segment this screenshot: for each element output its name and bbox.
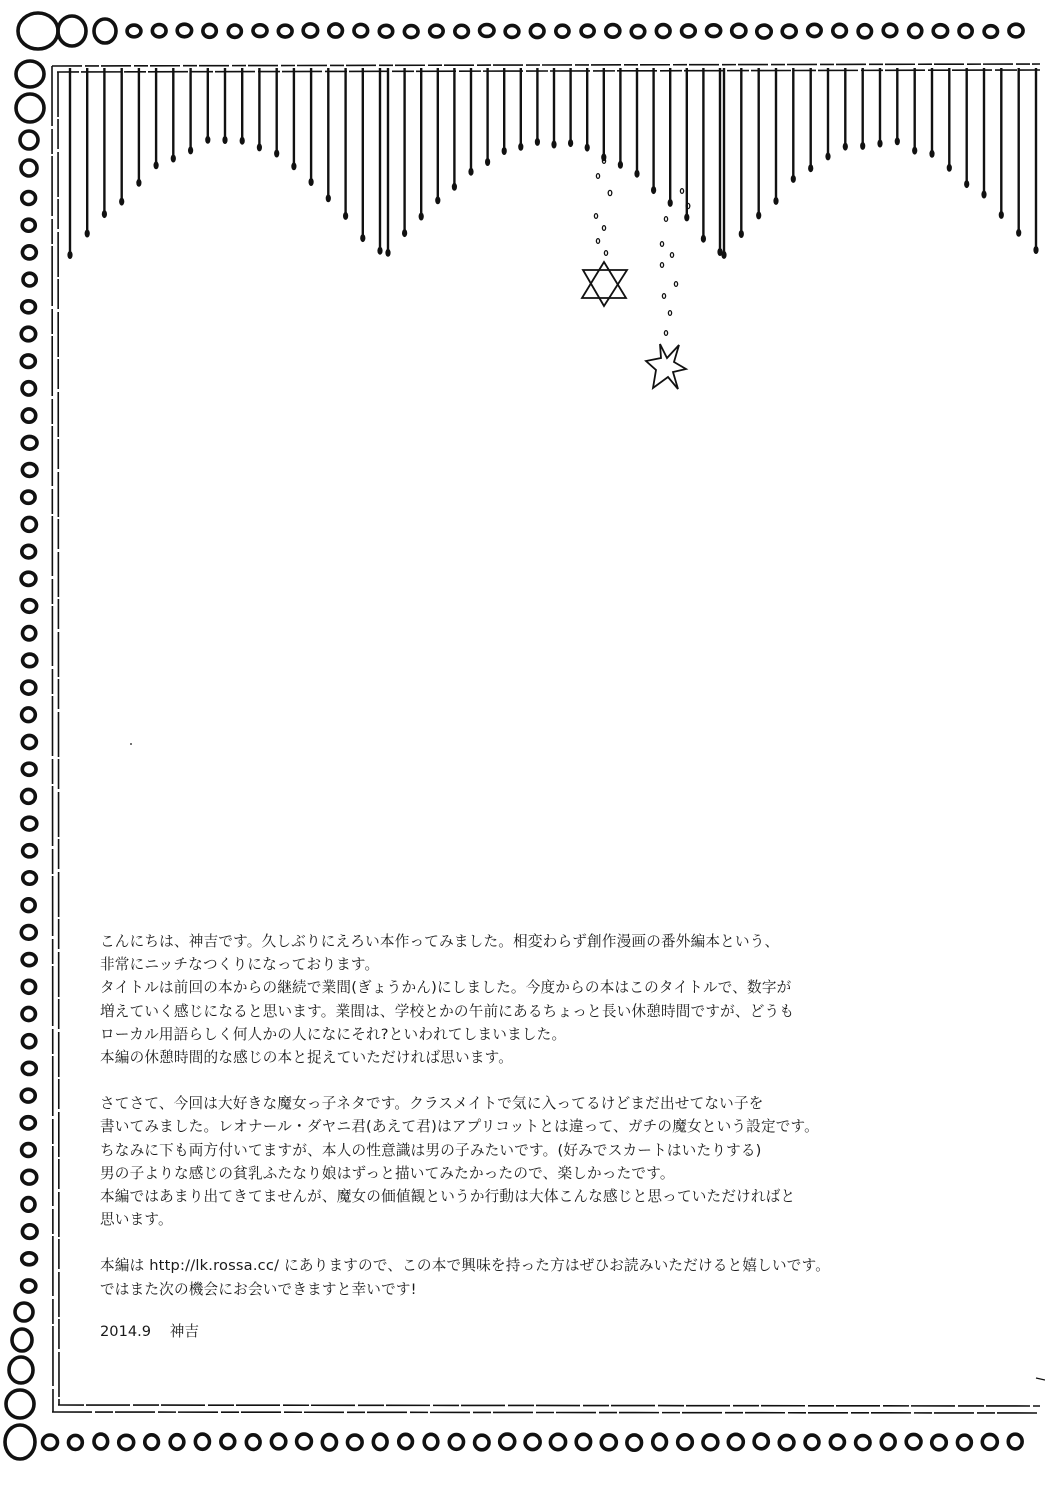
text-line: ちなみに下も両方付いてますが、本人の性意識は男の子みたいです。(好みでスカートはいたりする)	[100, 1141, 762, 1159]
border-circle	[1009, 24, 1023, 37]
paragraph-gap	[100, 1231, 960, 1254]
border-circle	[399, 1434, 413, 1448]
text-line: 書いてみました。レオナール・ダヤニ君(あえて君)はアプリコットとは違って、ガチの魔女という設定です。	[100, 1118, 819, 1136]
border-circle	[480, 25, 494, 37]
border-circle	[22, 1144, 36, 1157]
text-line: こんにちは、神吉です。久しぶりにえろい本作ってみました。相変わらず創作漫画の番外編本という、	[100, 933, 780, 950]
curtain-bead	[1033, 246, 1038, 254]
curtain-bead	[136, 179, 141, 187]
border-circle	[22, 789, 36, 803]
text-line: 本編は http://lk.rossa.cc/ にありますので、この本で興味を持った方はぜひお読みいただけると嬉しいです。	[100, 1257, 830, 1275]
border-circle	[221, 1435, 235, 1449]
text-line: 本編の休憩時間的な感じの本と捉えていただければ思います。	[100, 1049, 514, 1067]
star-icon	[646, 344, 686, 389]
border-circle	[22, 626, 35, 639]
border-circle	[21, 1117, 35, 1129]
border-circle	[22, 1280, 36, 1292]
top-circle-border	[18, 13, 1023, 49]
curtain-bead	[154, 161, 159, 169]
curtain-bead	[102, 210, 107, 218]
border-circle	[22, 899, 35, 912]
curtain-bead	[67, 251, 72, 259]
afterword-text	[100, 930, 960, 1301]
border-circle	[703, 1435, 718, 1450]
border-circle	[22, 1198, 35, 1212]
border-circle	[15, 1303, 33, 1321]
border-circle	[58, 16, 86, 46]
text-line: 非常にニッチなつくりになっております。	[100, 956, 380, 974]
curtain-bead	[518, 143, 523, 151]
border-circle	[9, 1357, 33, 1383]
curtain-bead	[668, 199, 673, 207]
border-circle	[22, 191, 36, 204]
curtain-bead	[171, 155, 176, 163]
border-circle	[22, 1253, 37, 1265]
curtain-bead	[309, 178, 314, 186]
curtain-bead	[756, 211, 761, 219]
curtain-bead	[291, 162, 296, 170]
border-circle	[556, 25, 569, 37]
curtain-bead	[326, 194, 331, 202]
paragraph-story	[100, 1092, 960, 1231]
border-circle	[23, 273, 36, 286]
border-circle	[805, 1435, 819, 1449]
border-circle	[21, 572, 36, 585]
curtain-bead	[568, 139, 573, 147]
curtain-bead	[791, 175, 796, 183]
text-line: 本編ではあまり出てきてませんが、魔女の価値観というか行動は大体こんな感じと思っていただければと	[100, 1188, 796, 1206]
border-circle	[20, 131, 38, 149]
border-circle	[16, 94, 44, 122]
curtain-bead	[222, 136, 227, 144]
text-line: 思います。	[100, 1211, 173, 1229]
border-circle	[932, 1435, 947, 1450]
border-circle	[43, 1435, 58, 1449]
curtain-bead	[240, 137, 245, 145]
border-circle	[22, 817, 37, 830]
curtain-bead	[535, 138, 540, 146]
border-circle	[22, 763, 36, 775]
border-circle	[18, 13, 58, 49]
curtain-bead	[739, 230, 744, 238]
curtain-bead	[485, 158, 490, 166]
border-circle	[354, 24, 368, 36]
sparkle-trail-right	[660, 189, 689, 336]
border-circle	[21, 327, 35, 341]
curtain-bead	[85, 230, 90, 238]
border-circle	[23, 654, 37, 667]
border-circle	[246, 1435, 260, 1450]
border-circle	[94, 1434, 108, 1449]
signature	[100, 1320, 199, 1341]
curtain-bead	[684, 213, 689, 221]
curtain-bead	[452, 183, 457, 191]
curtain-bead	[964, 180, 969, 188]
border-circle	[856, 1436, 870, 1450]
border-circle	[21, 1089, 35, 1102]
curtain-bead	[257, 143, 262, 151]
sparkle-trail-left	[594, 159, 611, 256]
hexagram-star-icon	[582, 262, 627, 306]
curtain-bead	[402, 229, 407, 237]
curtain-bead	[385, 249, 390, 257]
curtain-bead	[419, 213, 424, 221]
border-circle	[576, 1434, 590, 1449]
border-circle	[329, 24, 343, 37]
border-circle	[21, 926, 36, 940]
border-circle	[22, 600, 36, 613]
curtain-bead	[877, 140, 882, 148]
border-circle	[22, 1035, 35, 1048]
border-circle	[322, 1435, 336, 1450]
border-circle	[12, 1329, 32, 1351]
border-circle	[23, 845, 37, 857]
border-circle	[203, 24, 216, 37]
border-circle	[475, 1435, 489, 1450]
border-circle	[22, 382, 35, 395]
border-circle	[430, 25, 444, 37]
border-circle	[94, 19, 116, 43]
border-circle	[550, 1434, 565, 1449]
curtain-bead	[551, 141, 556, 149]
border-circle	[678, 1435, 693, 1450]
paragraph-closing	[100, 1254, 960, 1300]
curtain-bead	[502, 147, 507, 155]
curtain-bead	[895, 137, 900, 145]
border-circle	[933, 25, 947, 38]
curtain-bead	[773, 197, 778, 205]
border-circle	[177, 24, 191, 37]
ink-speck	[130, 743, 132, 745]
border-circle	[22, 409, 35, 422]
border-circle	[22, 1170, 37, 1184]
border-circle	[347, 1435, 362, 1449]
border-circle	[22, 246, 36, 259]
border-circle	[424, 1434, 438, 1449]
border-circle	[505, 25, 519, 37]
border-circle	[228, 25, 241, 37]
border-circle	[631, 25, 645, 37]
border-circle	[22, 491, 35, 503]
paragraph-intro	[100, 930, 960, 1069]
border-circle	[195, 1434, 209, 1449]
border-circle	[754, 1434, 768, 1449]
border-circle	[830, 1435, 844, 1449]
curtain-bead	[188, 146, 193, 154]
curtain-bead	[721, 251, 726, 259]
border-circle	[22, 1225, 37, 1239]
border-circle	[906, 1434, 921, 1448]
curtain-bead	[701, 235, 706, 243]
curtain-bead	[634, 170, 639, 178]
border-circle	[16, 61, 44, 87]
curtain-bead	[119, 198, 124, 206]
border-circle	[984, 26, 997, 38]
border-circle	[404, 26, 418, 38]
border-circle	[757, 25, 771, 38]
left-circle-border	[6, 61, 44, 1418]
border-circle	[22, 545, 36, 558]
curtain-bead	[360, 234, 365, 242]
curtain-bead	[343, 212, 348, 220]
text-line: さてさて、今回は大好きな魔女っ子ネタです。クラスメイトで気に入ってるけどまだ出せてない子を	[100, 1095, 764, 1113]
border-circle	[500, 1434, 515, 1449]
border-circle	[22, 735, 36, 748]
border-circle	[68, 1435, 82, 1449]
curtain-bead	[825, 152, 830, 160]
curtain-bead	[912, 147, 917, 155]
border-circle	[982, 1434, 997, 1449]
curtain-bead	[618, 161, 623, 169]
text-line: 男の子よりな感じの貧乳ふたなり娘はずっと描いてみたかったので、楽しかったです。	[100, 1164, 675, 1182]
border-circle	[22, 954, 36, 966]
curtain-strands	[67, 68, 1038, 259]
border-circle	[909, 24, 922, 37]
border-circle	[881, 1434, 895, 1449]
border-circle	[23, 872, 37, 884]
border-circle	[22, 681, 36, 694]
border-circle	[858, 25, 871, 38]
signature-date: 2014.9	[100, 1323, 152, 1340]
text-line: 増えていく感じになると思います。業間は、学校とかの午前にあるちょっと長い休憩時間ですが、どうも	[100, 1002, 795, 1020]
border-circle	[682, 25, 696, 37]
border-circle	[627, 1435, 642, 1450]
text-line: ではまた次の機会にお会いできますと幸いです!	[100, 1280, 417, 1298]
border-circle	[6, 1390, 34, 1418]
curtain-bead	[929, 150, 934, 158]
border-circle	[253, 25, 267, 37]
border-circle	[808, 24, 822, 36]
border-circle	[883, 24, 897, 37]
curtain-bead	[843, 143, 848, 151]
border-circle	[22, 436, 37, 449]
border-circle	[278, 25, 292, 37]
signature-author: 神吉	[169, 1323, 199, 1340]
curtain-bead	[981, 191, 986, 199]
curtain-bead	[274, 150, 279, 158]
border-circle	[5, 1425, 35, 1459]
text-line: ローカル用語らしく何人かの人になにそれ?といわれてしまいました。	[100, 1025, 567, 1043]
border-circle	[297, 1434, 312, 1449]
paragraph-gap	[100, 1069, 960, 1092]
border-circle	[601, 1435, 616, 1450]
border-circle	[959, 25, 972, 38]
ink-mark	[1036, 1378, 1045, 1380]
curtain-bead	[860, 142, 865, 150]
border-circle	[732, 24, 746, 37]
border-circle	[373, 1434, 387, 1449]
border-circle	[22, 1007, 35, 1020]
border-circle	[656, 25, 670, 38]
curtain-bead	[651, 186, 656, 194]
border-circle	[779, 1435, 794, 1449]
border-circle	[127, 25, 141, 37]
border-circle	[957, 1435, 971, 1450]
border-circle	[606, 25, 620, 38]
border-circle	[455, 25, 469, 37]
border-circle	[22, 301, 36, 313]
border-circle	[303, 24, 318, 37]
curtain-bead	[947, 164, 952, 172]
border-circle	[379, 25, 392, 37]
border-circle	[581, 25, 594, 37]
border-circle	[152, 24, 166, 36]
border-circle	[22, 219, 35, 231]
curtain-bead	[585, 144, 590, 152]
border-circle	[707, 25, 721, 37]
border-circle	[22, 708, 36, 722]
text-line: タイトルは前回の本からの継続で業間(ぎょうかん)にしました。今度からの本はこのタイトルで、数字が	[100, 979, 792, 997]
bottom-circle-border	[5, 1425, 1022, 1459]
border-circle	[728, 1434, 743, 1449]
border-circle	[833, 24, 847, 37]
curtain-bead	[435, 196, 440, 204]
border-circle	[271, 1434, 285, 1449]
border-circle	[21, 160, 37, 176]
border-circle	[119, 1435, 134, 1449]
border-circle	[22, 464, 37, 477]
curtain-bead	[808, 164, 813, 172]
curtain-bead	[999, 211, 1004, 219]
border-circle	[782, 25, 796, 37]
curtain-bead	[468, 168, 473, 176]
border-circle	[22, 517, 36, 531]
border-circle	[145, 1435, 159, 1449]
curtain-bead	[1016, 229, 1021, 237]
border-circle	[22, 1062, 36, 1074]
border-circle	[21, 355, 35, 368]
border-circle	[22, 980, 35, 993]
curtain-bead	[377, 247, 382, 255]
border-circle	[653, 1434, 667, 1450]
border-circle	[525, 1434, 540, 1449]
curtain-bead	[205, 136, 210, 144]
border-circle	[530, 25, 544, 38]
border-circle	[449, 1434, 463, 1449]
border-circle	[1008, 1434, 1022, 1449]
border-circle	[170, 1435, 184, 1450]
